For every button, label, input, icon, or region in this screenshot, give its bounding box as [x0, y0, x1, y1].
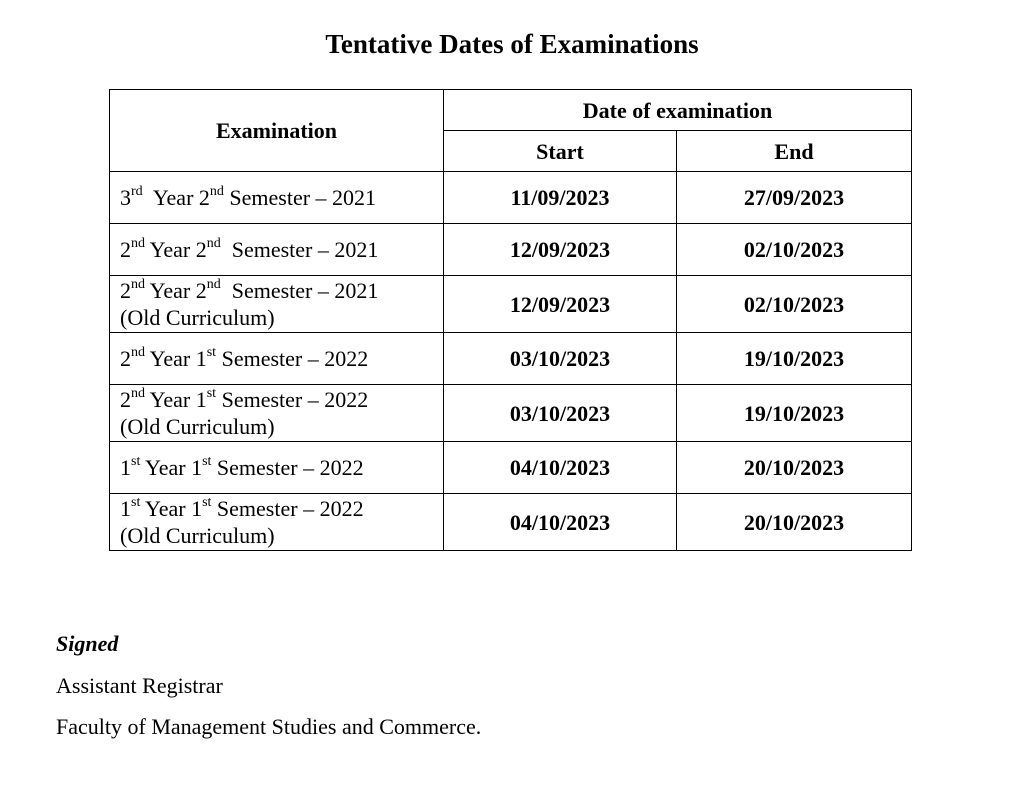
exam-name-line [120, 345, 443, 372]
exam-name-text: (Old Curriculum) [120, 523, 275, 548]
exam-name-cell [110, 224, 444, 276]
end-date-cell: 20/10/2023 [677, 442, 912, 494]
exam-name-cell [110, 494, 444, 551]
table-row [110, 442, 912, 494]
ordinal-suffix: st [131, 494, 141, 510]
end-date-cell: 02/10/2023 [677, 224, 912, 276]
header-start: Start [444, 131, 677, 172]
exam-name-line [120, 386, 443, 413]
signatory-title: Assistant Registrar [56, 673, 223, 698]
start-date-cell: 04/10/2023 [444, 442, 677, 494]
exam-name-cell [110, 385, 444, 442]
page-title: Tentative Dates of Examinations [325, 29, 699, 59]
exam-name-text: 1 [120, 455, 131, 480]
exam-name-text: Year 1 [145, 387, 207, 412]
exam-name-text: 2 [120, 346, 131, 371]
ordinal-suffix: rd [131, 183, 143, 199]
start-date-cell: 04/10/2023 [444, 494, 677, 551]
exam-name-text: Semester – 2022 [211, 496, 364, 521]
end-date-cell: 20/10/2023 [677, 494, 912, 551]
exam-name-text: (Old Curriculum) [120, 305, 275, 330]
table-row [110, 172, 912, 224]
ordinal-suffix: nd [209, 183, 224, 199]
exam-name-text: Semester – 2022 [216, 387, 369, 412]
exam-name-line [120, 184, 443, 211]
exam-name-text: Year 1 [140, 455, 203, 480]
start-date-cell: 03/10/2023 [444, 333, 677, 385]
table-row [110, 385, 912, 442]
end-date-cell: 27/09/2023 [677, 172, 912, 224]
table-row [110, 494, 912, 551]
exam-name-line [120, 522, 443, 549]
exam-name-text: Year 2 [145, 278, 207, 303]
exam-name-line [120, 454, 443, 481]
exam-name-line [120, 277, 443, 304]
end-date-cell: 19/10/2023 [677, 385, 912, 442]
start-date-cell: 12/09/2023 [444, 276, 677, 333]
header-end: End [677, 131, 912, 172]
exam-name-line [120, 236, 443, 263]
exam-name-text: Year 1 [140, 496, 203, 521]
ordinal-suffix: st [206, 344, 217, 360]
ordinal-suffix: st [131, 453, 141, 469]
exam-name-text: Year 2 [145, 237, 207, 262]
end-date-cell: 02/10/2023 [677, 276, 912, 333]
exam-dates-table [109, 89, 912, 551]
exam-name-text: 2 [120, 278, 131, 303]
end-date-cell: 19/10/2023 [677, 333, 912, 385]
exam-name-line [120, 495, 443, 522]
table-row [110, 333, 912, 385]
signed-label: Signed [56, 631, 119, 656]
exam-name-text: 1 [120, 496, 131, 521]
header-examination: Examination [110, 90, 444, 172]
faculty-name: Faculty of Management Studies and Commerce. [56, 714, 482, 739]
exam-name-text: (Old Curriculum) [120, 414, 275, 439]
ordinal-suffix: st [206, 385, 217, 401]
start-date-cell: 03/10/2023 [444, 385, 677, 442]
exam-name-text: 2 [120, 237, 131, 262]
exam-name-text: Semester – 2021 [220, 278, 379, 303]
start-date-cell: 12/09/2023 [444, 224, 677, 276]
ordinal-suffix: nd [131, 385, 145, 401]
ordinal-suffix: st [202, 453, 212, 469]
ordinal-suffix: nd [131, 276, 145, 292]
exam-name-text: 2 [120, 387, 131, 412]
exam-name-cell [110, 172, 444, 224]
exam-name-line [120, 413, 443, 440]
exam-name-line [120, 304, 443, 331]
exam-name-text: Year 1 [145, 346, 207, 371]
table-row [110, 224, 912, 276]
ordinal-suffix: nd [206, 235, 221, 251]
table-row [110, 276, 912, 333]
exam-name-cell [110, 333, 444, 385]
start-date-cell: 11/09/2023 [444, 172, 677, 224]
ordinal-suffix: nd [131, 344, 145, 360]
ordinal-suffix: nd [206, 276, 221, 292]
exam-name-text: Semester – 2021 [223, 185, 377, 210]
exam-name-cell [110, 276, 444, 333]
exam-name-cell [110, 442, 444, 494]
exam-name-text: Semester – 2022 [211, 455, 364, 480]
exam-name-text: Semester – 2022 [216, 346, 369, 371]
header-date-of-examination: Date of examination [444, 90, 912, 131]
ordinal-suffix: nd [131, 235, 145, 251]
exam-name-text: 3 [120, 185, 131, 210]
exam-name-text: Semester – 2021 [220, 237, 379, 262]
ordinal-suffix: st [202, 494, 212, 510]
exam-name-text: Year 2 [142, 185, 210, 210]
